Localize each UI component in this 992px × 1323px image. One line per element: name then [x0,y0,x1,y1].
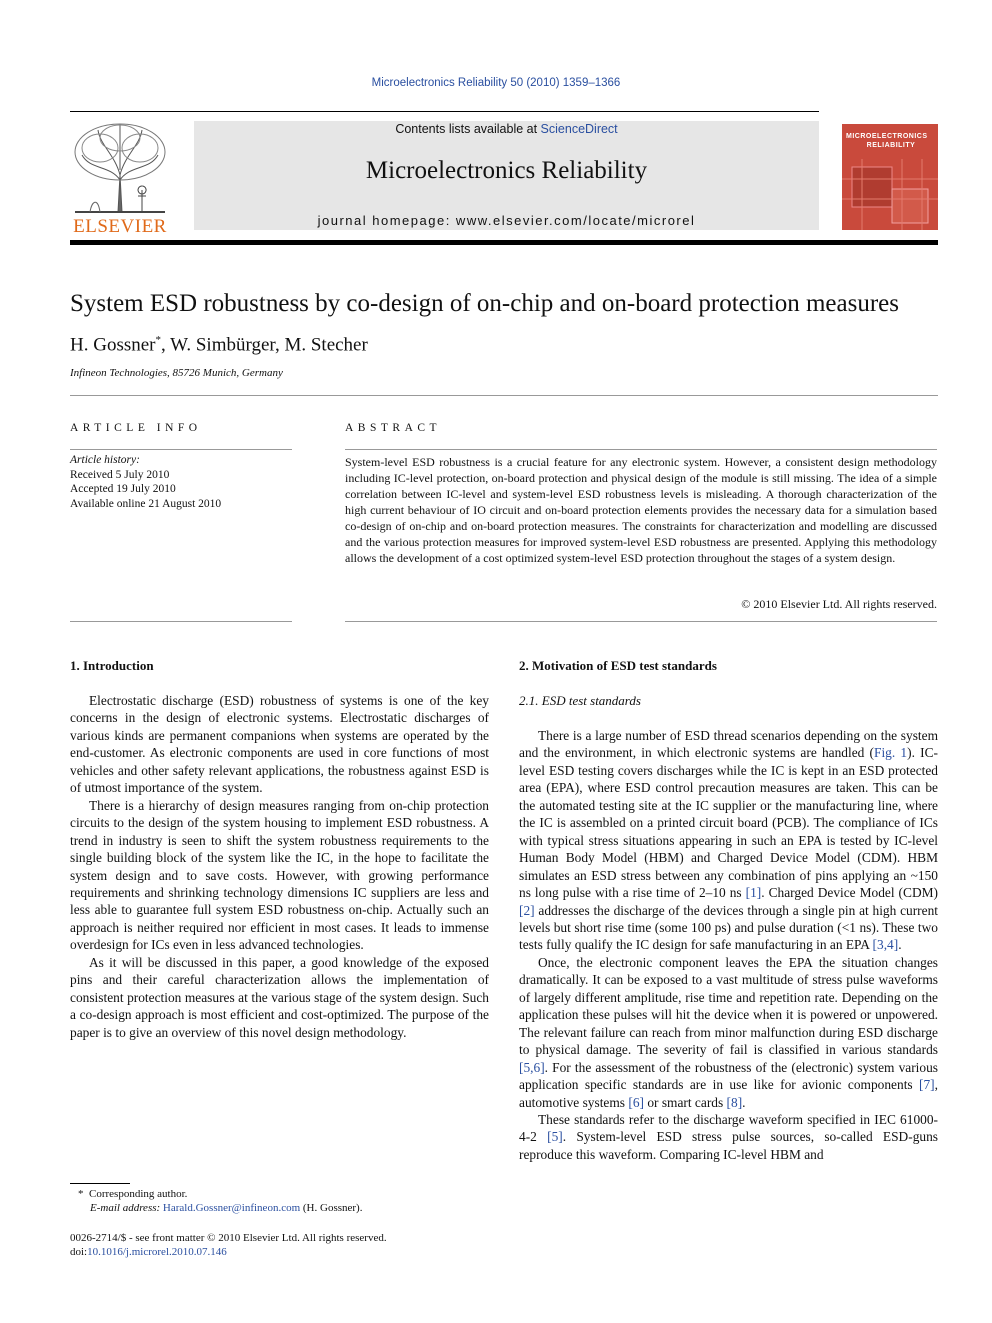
sciencedirect-link[interactable]: ScienceDirect [540,122,618,136]
footnote-mark: * [78,1188,84,1200]
motivation-paragraph-1: There is a large number of ESD thread scenarios depending on the system and the environment, in which electronic systems are handled (Fig. 1). IC-level ESD testing covers discharges while the IC is kept in an ESD protected area (EPA), where ESD control precaution measures are taken. This can be the automated testing site at the IC supplier or the manufacturing line, where the IC is assembled on a printed circuit board (PCB). The compliance of ICs with typical stress situations appearing in such an EPA is tested by IC-level Human Body Model (HBM) and Charged Device Model (CDM). HBM simulates an ESD stress between any combination of pins applying an ~150 ns long pulse with a rise time of 2–10 ns [1]. Charged Device Model (CDM) [2] addresses the discharge of the devices through a single pin at high current levels but short rise time (some 100 ps) and pulse duration (<1 ns). These two tests fully qualify the IC design for safe manufacturing in an EPA [3,4]. [519,728,938,953]
intro-paragraph-1: Electrostatic discharge (ESD) robustness of systems is one of the key concerns in the design of electronic systems. Electrostatic discharges of various kinds are permanent companions when systems are operated by the end-customer. As electronic components are used in core functions of most vehicles and other safety relevant applications, the robustness against ESD is of utmost importance of the system. [70,693,489,796]
ref-6-link[interactable]: [6] [628,1094,644,1110]
intro-paragraph-3: As it will be discussed in this paper, a good knowledge of the exposed pins and their careful characterization allows the implementation of consistent protection measures at the various stage of the system design. Such a co-design approach is most efficient and cost-optimized. The purpose of the paper is to give an overview of this novel design methodology. [70,954,489,1040]
ref-2-link[interactable]: [2] [519,902,535,918]
email-suffix: (H. Gossner). [302,1202,363,1214]
journal-citation[interactable]: Microelectronics Reliability 50 (2010) 1359–1366 [371,77,621,89]
ref-8-link[interactable]: [8] [726,1094,743,1110]
subsection-2-1-heading: 2.1. ESD test standards [519,693,641,708]
intro-paragraph-2: There is a hierarchy of design measures ranging from on-chip protection circuits to the design of the system housing to implement ESD robustness. A trend in industry is seen to shift the system robustness requirements to the single building block of the system like the IC, in the hope to facilitate the system design and to save costs. However, with growing performance requirements and shrinking technology dimensions IC suppliers are less and less able to guarantee full system ESD robustness on-chip. Actually such an approach is neither required nor efficient in most cases. It leads to immense overdesign for ICs even in less advanced technologies. [70,797,489,953]
cover-top-strip [842,111,938,124]
author-list [70,334,368,356]
ref-5-6-link[interactable]: [5,6] [519,1059,545,1075]
left-column-body [70,692,489,1041]
email-label: E-mail address: [90,1202,161,1214]
header-thick-rule [70,240,938,245]
doi-prefix: doi: [70,1246,88,1258]
elsevier-tree-icon [70,120,170,215]
abstract-bottom-rule [345,621,937,622]
cover-circuit-art [842,159,938,230]
ref-3-4-link[interactable]: [3,4] [872,937,899,953]
corresponding-author-note: Corresponding author. [89,1188,188,1200]
ref-5-link[interactable]: [5] [547,1129,563,1145]
affiliation: Infineon Technologies, 85726 Munich, Germany [70,367,283,379]
motivation-paragraph-2: Once, the electronic component leaves the EPA the situation changes dramatically. It can be exposed to a vast multitude of stress pulse waveforms of largely different amplitude, rise time and repetition rate. Depending on the application these pulses will hit the device when it is powered or unpowered. The relevant failure can reach from minor malfunction during ESD discharge to physical damage. The severity of fail is classified in various standards [5,6]. For the assessment of the robustness of the (electronic) system various application specific standards are in use like for avionic components [7], automotive systems [6] or smart cards [8]. [519,954,938,1110]
accepted-date: Accepted 19 July 2010 [70,483,176,495]
cover-title-line2: RELIABILITY [866,142,916,149]
article-history [70,453,221,511]
fig1-link[interactable]: Fig. 1 [874,745,908,761]
author-gossner[interactable]: H. Gossner [70,334,156,356]
online-date: Available online 21 August 2010 [70,497,222,510]
elsevier-logo [70,120,170,237]
abstract-copyright: © 2010 Elsevier Ltd. All rights reserved. [741,597,937,611]
article-info-rule [70,449,292,450]
journal-cover [842,111,938,230]
elsevier-wordmark: ELSEVIER [73,216,167,237]
history-label: Article history: [70,454,140,466]
journal-title: Microelectronics Reliability [365,157,648,184]
author-email-link[interactable]: Harald.Gossner@infineon.com [162,1202,301,1214]
front-matter [70,1231,387,1259]
received-date: Received 5 July 2010 [70,468,170,481]
ref-1-link[interactable]: [1] [745,885,762,901]
journal-homepage[interactable]: journal homepage: www.elsevier.com/locate/microrel [317,213,696,228]
other-authors: , W. Simbürger, M. Stecher [161,334,368,356]
right-column-body [519,727,938,1163]
abstract-rule [345,449,937,450]
corresponding-mark[interactable]: * [155,334,161,346]
ref-7-link[interactable]: [7] [919,1077,935,1093]
abstract-text: System-level ESD robustness is a crucial feature for any electronic system. However, a consistent design methodology including IC-level protection, on-board protection and physical design of the module is still missing. The idea of a simple correlation between IC-level and system-level ESD robustness levels is misleading. A thorough characterization of the high current behaviour of IO circuit and on-board protection elements provides the necessary data for a simulation based co-design of on-chip and on-board protection measures. The constraints for characterization and modelling are discussed and the various protection measures for improved system-level ESD robustness are presented. Applying this methodology allows the development of a cost optimized system-level ESD protection throughout the stages of a system design. [345,455,937,565]
abstract-heading: ABSTRACT [345,422,442,434]
footnote-rule [70,1183,130,1184]
doi-link[interactable]: 10.1016/j.microrel.2010.07.146 [87,1246,227,1258]
contents-line [194,122,819,136]
article-info-heading: ARTICLE INFO [70,422,202,434]
title-rule [70,395,938,396]
footnote [78,1187,362,1215]
header-rule [70,111,819,112]
article-info-bottom-rule [70,621,292,622]
motivation-paragraph-3: These standards refer to the discharge waveform specified in IEC 61000-4-2 [5]. System-level ESD stress pulse sources, so-called ESD-guns reproduce this waveform. Comparing IC-level HBM and [519,1111,938,1162]
cover-title [846,132,936,150]
contents-prefix: Contents lists available at [395,122,541,136]
cover-title-line1: MICROELECTRONICS [846,133,928,140]
paper-title: System ESD robustness by co-design of on-chip and on-board protection measures [70,290,900,317]
front-matter-line: 0026-2714/$ - see front matter © 2010 Elsevier Ltd. All rights reserved. [70,1232,387,1244]
section-1-heading: 1. Introduction [70,658,154,673]
section-2-heading: 2. Motivation of ESD test standards [519,658,717,673]
